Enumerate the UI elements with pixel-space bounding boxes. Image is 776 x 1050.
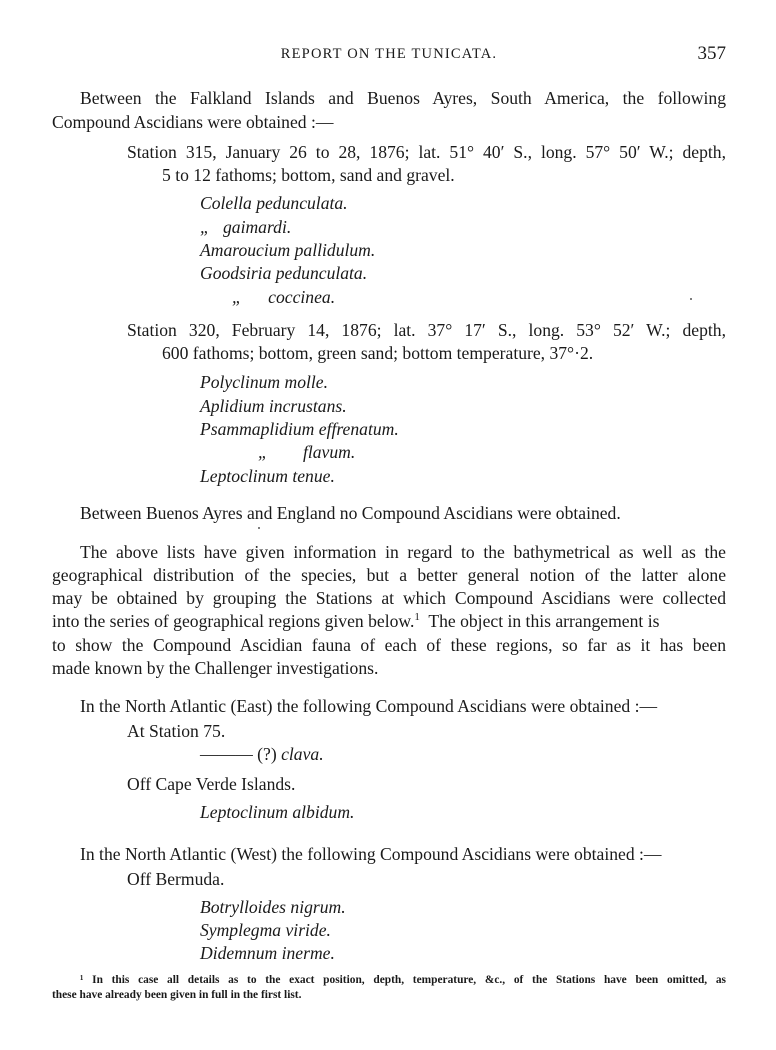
- england-note: Between Buenos Ayres and England no Compound Ascidians were obtained.: [80, 503, 621, 523]
- footnote-line-2: these have already been given in full in the first list.: [52, 989, 302, 1001]
- species-item: „ flavum.: [258, 442, 356, 462]
- cape-verde-label: Off Cape Verde Islands.: [127, 774, 296, 794]
- north-atlantic-east-heading: In the North Atlantic (East) the following Compound Ascidians were obtained :—: [80, 696, 658, 716]
- clava-entry: [200, 743, 324, 765]
- print-speck: [690, 298, 692, 300]
- species-item: Polyclinum molle.: [200, 372, 329, 392]
- page-number: 357: [697, 43, 726, 64]
- footnote-marker: 1: [414, 611, 420, 624]
- paragraph-line-6: made known by the Challenger investigations.: [52, 658, 379, 678]
- paragraph-line-4: [52, 610, 726, 632]
- north-atlantic-west-heading: In the North Atlantic (West) the following Compound Ascidians were obtained :—: [80, 844, 662, 864]
- species-item: „ coccinea.: [232, 287, 336, 307]
- station-75-label: At Station 75.: [127, 721, 226, 741]
- species-item: Leptoclinum tenue.: [200, 466, 335, 486]
- species-item: Colella pedunculata.: [200, 193, 348, 213]
- species-item: Psammaplidium effrenatum.: [200, 419, 399, 439]
- species-item: Symplegma viride.: [200, 920, 331, 940]
- species-item: „ gaimardi.: [200, 217, 292, 237]
- station-320-line-1: Station 320, February 14, 1876; lat. 37° 17′ S., long. 53° 52′ W.; depth,: [127, 320, 726, 340]
- print-speck: [258, 527, 260, 529]
- clava-query: (?): [252, 744, 282, 764]
- paragraph-line-3: may be obtained by grouping the Stations at which Compound Ascidians were collected: [52, 588, 726, 608]
- paragraph-line-1: The above lists have given information in regard to the bathymetrical as well as the: [80, 542, 726, 562]
- species-item: Amaroucium pallidulum.: [200, 240, 376, 260]
- paragraph-line-2: geographical distribution of the species, but a better general notion of the latter alone: [52, 565, 726, 585]
- species-item: Didemnum inerme.: [200, 943, 335, 963]
- intro-line-2: Compound Ascidians were obtained :—: [52, 112, 334, 132]
- clava-dash: ———: [200, 744, 253, 764]
- bermuda-label: Off Bermuda.: [127, 869, 225, 889]
- station-315-line-2: 5 to 12 fathoms; bottom, sand and gravel.: [162, 165, 455, 185]
- clava-name: clava.: [281, 744, 324, 764]
- station-315-line-1: Station 315, January 26 to 28, 1876; lat. 51° 40′ S., long. 57° 50′ W.; depth,: [127, 142, 726, 162]
- species-item: Goodsiria pedunculata.: [200, 263, 368, 283]
- page-header: [52, 43, 726, 65]
- station-320-line-2: 600 fathoms; bottom, green sand; bottom temperature, 37°·2.: [162, 343, 594, 363]
- paragraph-line-4-end: The object in this arrangement is: [419, 611, 660, 631]
- species-item: Aplidium incrustans.: [200, 396, 347, 416]
- paragraph-line-5: to show the Compound Ascidian fauna of each of these regions, so far as it has been: [52, 635, 726, 655]
- footnote-line-1: ¹ In this case all details as to the exact position, depth, temperature, &c., of the Stations have been omitted, as: [80, 974, 726, 986]
- species-item: Botrylloides nigrum.: [200, 897, 346, 917]
- species-item: Leptoclinum albidum.: [200, 802, 355, 822]
- running-title: REPORT ON THE TUNICATA.: [280, 46, 498, 62]
- paragraph-line-4-start: into the series of geographical regions given below.: [52, 611, 415, 631]
- intro-line-1: Between the Falkland Islands and Buenos Ayres, South America, the following: [80, 88, 726, 108]
